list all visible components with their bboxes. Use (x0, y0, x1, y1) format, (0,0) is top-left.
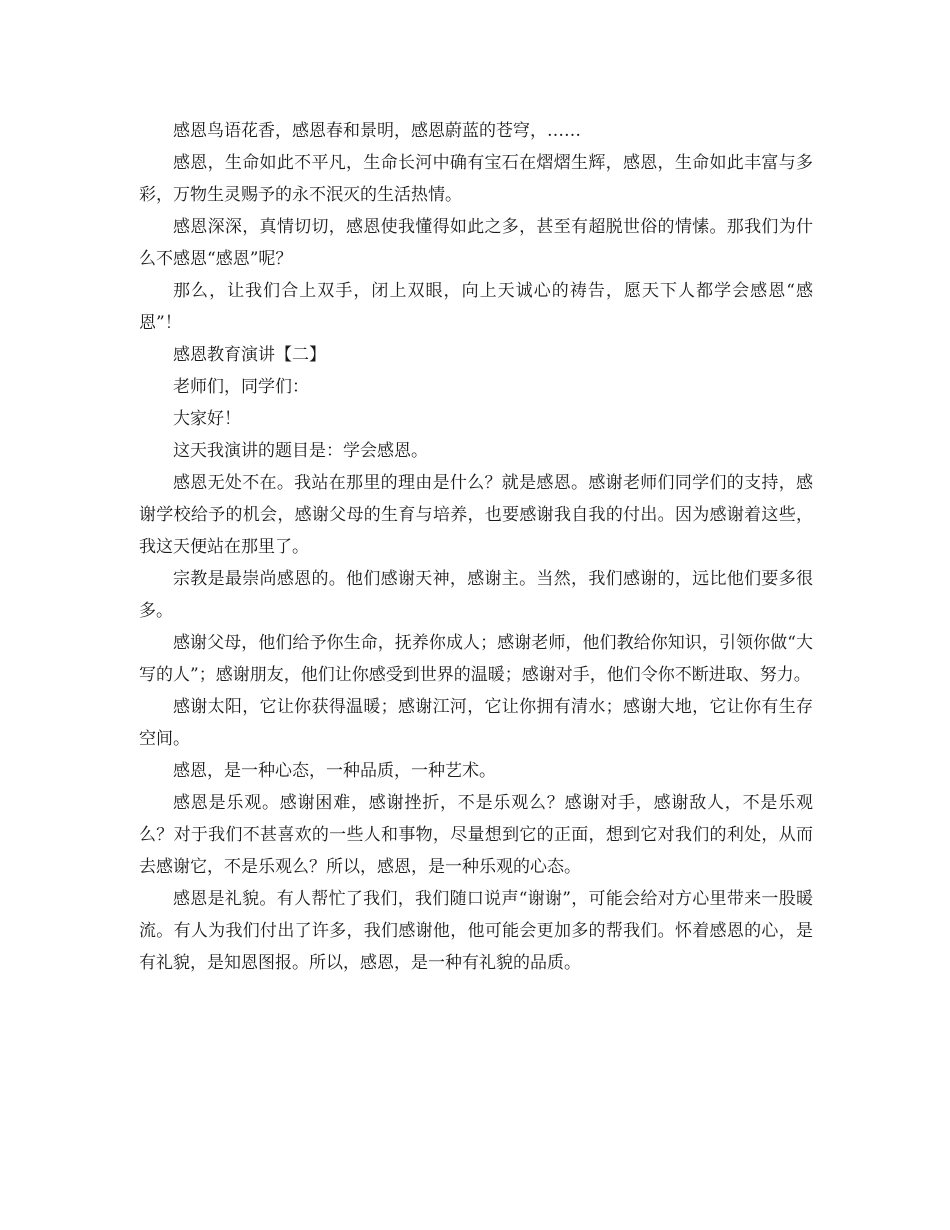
greeting: 大家好！ (173, 409, 241, 429)
paragraph: 感恩鸟语花香，感恩春和景明，感恩蔚蓝的苍穹，…… (173, 121, 581, 141)
paragraph: 这天我演讲的题目是：学会感恩。 (173, 441, 428, 461)
paragraph: 那么，让我们合上双手，闭上双眼，向上天诚心的祷告，愿天下人都学会感恩“感恩”！ (139, 281, 813, 333)
paragraph: 感恩无处不在。我站在那里的理由是什么？就是感恩。感谢老师们同学们的支持，感谢学校给予的机会，感谢父母的生育与培养，也要感谢我自我的付出。因为感谢着这些，我这天便站在那里了。 (139, 473, 813, 557)
paragraph: 感恩深深，真情切切，感恩使我懂得如此之多，甚至有超脱世俗的情愫。那我们为什么不感恩“感恩”呢？ (139, 217, 813, 269)
paragraph: 感谢太阳，它让你获得温暖；感谢江河，它让你拥有清水；感谢大地，它让你有生存空间。 (139, 697, 813, 749)
paragraph: 感恩，生命如此不平凡，生命长河中确有宝石在熠熠生辉，感恩，生命如此丰富与多彩，万物生灵赐予的永不泯灭的生活热情。 (139, 153, 813, 205)
paragraph: 宗教是最崇尚感恩的。他们感谢天神，感谢主。当然，我们感谢的，远比他们要多很多。 (139, 569, 813, 621)
paragraph: 感谢父母，他们给予你生命，抚养你成人；感谢老师，他们教给你知识，引领你做“大写的人”；感谢朋友，他们让你感受到世界的温暖；感谢对手，他们令你不断进取、努力。 (139, 633, 813, 685)
paragraph: 感恩是乐观。感谢困难，感谢挫折，不是乐观么？感谢对手，感谢敌人，不是乐观么？对于我们不甚喜欢的一些人和事物，尽量想到它的正面，想到它对我们的利处，从而去感谢它，不是乐观么？所以，感恩，是一种乐观的心态。 (139, 793, 813, 877)
document-body (139, 115, 813, 979)
salutation: 老师们，同学们： (173, 377, 309, 397)
section-heading: 感恩教育演讲【二】 (173, 345, 326, 365)
paragraph: 感恩是礼貌。有人帮忙了我们，我们随口说声“谢谢”，可能会给对方心里带来一股暖流。有人为我们付出了许多，我们感谢他，他可能会更加多的帮我们。怀着感恩的心，是有礼貌，是知恩图报。所以，感恩，是一种有礼貌的品质。 (139, 889, 813, 973)
paragraph: 感恩，是一种心态，一种品质，一种艺术。 (173, 761, 496, 781)
